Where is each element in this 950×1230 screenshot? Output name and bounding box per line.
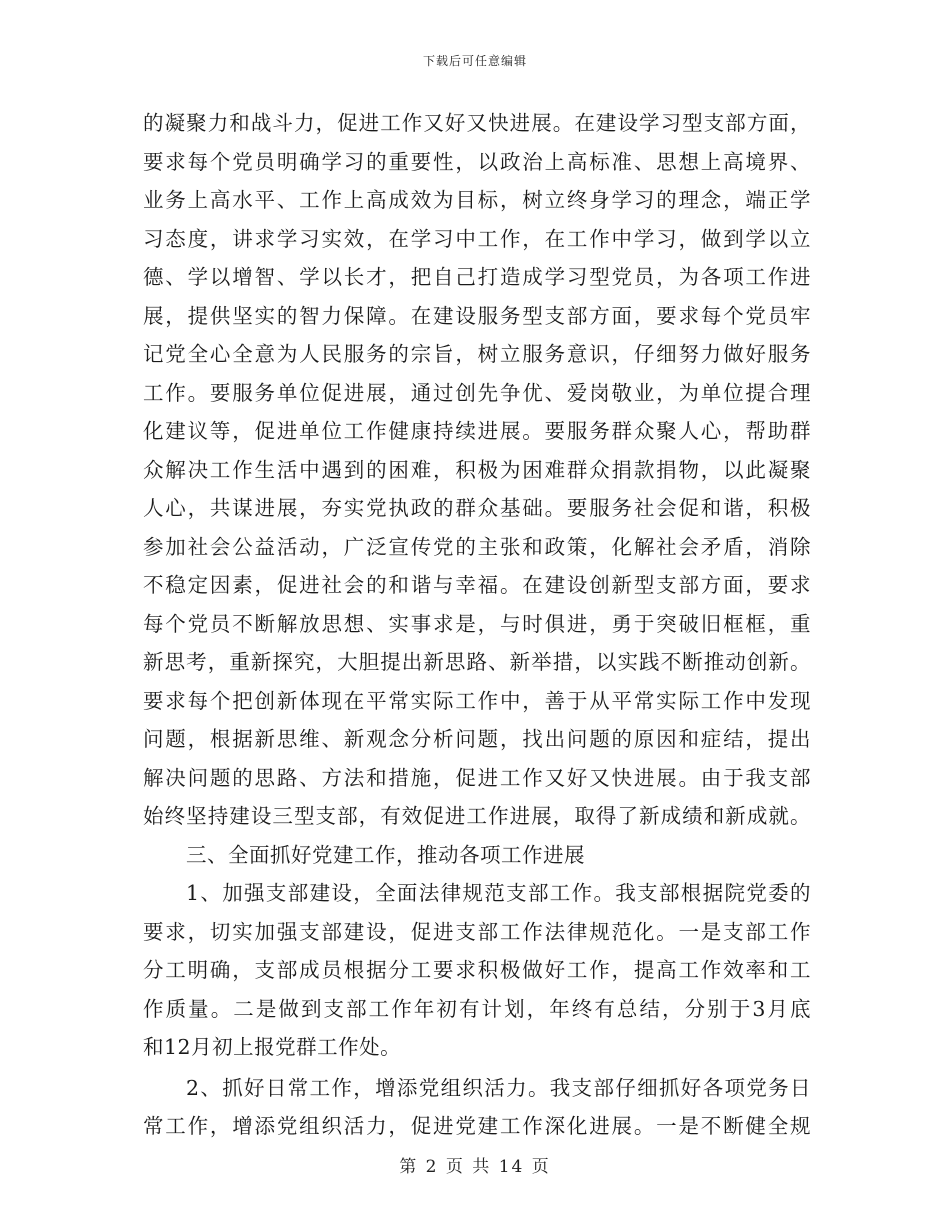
body-line: 化建议等，促进单位工作健康持续进展。要服务群众聚人心，帮助群 [143,419,811,443]
body-line: 要求每个党员明确学习的重要性，以政治上高标准、思想上高境界、 [143,149,811,174]
body-line: 每个党员不断解放思想、实事求是，与时俱进，勇于突破旧框框，重 [143,611,811,636]
document-body [143,104,811,1146]
paragraph-line: 常工作，增添党组织活力，促进党建工作深化进展。一是不断健全规 [143,1114,811,1138]
body-line: 解决问题的思路、方法和措施，促进工作又好又快进展。由于我支部 [143,765,811,790]
body-line: 人心，共谋进展，夯实党执政的群众基础。要服务社会促和谐，积极 [143,496,811,520]
body-line: 要求每个把创新体现在平常实际工作中，善于从平常实际工作中发现 [143,688,811,713]
paragraph-line: 分工明确，支部成员根据分工要求积极做好工作，提高工作效率和工 [143,958,811,982]
body-line: 记党全心全意为人民服务的宗旨，树立服务意识，仔细努力做好服务 [143,342,811,366]
section-heading: 三、全面抓好党建工作，推动各项工作进展 [186,842,585,867]
body-line: 新思考，重新探究，大胆提出新思路、新举措，以实践不断推动创新。 [143,650,811,674]
body-line: 习态度，讲求学习实效，在学习中工作，在工作中学习，做到学以立 [143,226,811,251]
body-line: 参加社会公益活动，广泛宣传党的主张和政策，化解社会矛盾，消除 [143,534,811,559]
body-line: 业务上高水平、工作上高成效为目标，树立终身学习的理念，端正学 [143,188,811,212]
body-line: 众解决工作生活中遇到的困难，积极为困难群众捐款捐物，以此凝聚 [143,457,811,482]
body-line: 问题，根据新思维、新观念分析问题，找出问题的原因和症结，提出 [143,727,811,751]
paragraph-line: 1、加强支部建设，全面法律规范支部工作。我支部根据院党委的 [186,881,811,905]
paragraph-line: 作质量。二是做到支部工作年初有计划，年终有总结，分别于3月底 [143,996,811,1021]
paragraph-line: 要求，切实加强支部建设，促进支部工作法律规范化。一是支部工作 [143,919,811,944]
body-line: 展，提供坚实的智力保障。在建设服务型支部方面，要求每个党员牢 [143,303,811,328]
page-header: 下载后可任意编辑 [422,54,527,68]
paragraph-line: 和12月初上报党群工作处。 [143,1035,402,1059]
paragraph-line: 2、抓好日常工作，增添党组织活力。我支部仔细抓好各项党务日 [186,1075,811,1100]
body-line: 的凝聚力和战斗力，促进工作又好又快进展。在建设学习型支部方面， [143,111,811,135]
body-line: 不稳定因素，促进社会的和谐与幸福。在建设创新型支部方面，要求 [143,573,811,597]
body-line: 始终坚持建设三型支部，有效促进工作进展，取得了新成绩和新成就。 [143,804,811,828]
body-line: 德、学以增智、学以长才，把自己打造成学习型党员，为各项工作进 [143,265,811,289]
page-number-footer: 第 2 页 共 14 页 [399,1157,551,1177]
body-line: 工作。要服务单位促进展，通过创先争优、爱岗敬业，为单位提合理 [143,380,811,405]
